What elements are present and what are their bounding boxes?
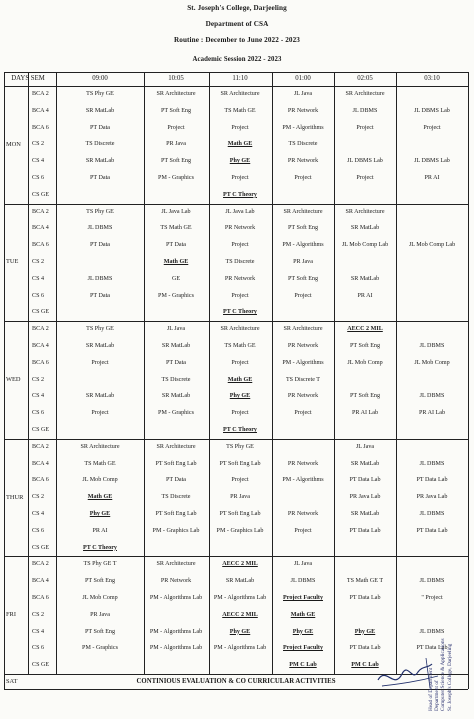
timetable-cell: Project (231, 242, 249, 249)
grid-line (144, 72, 145, 674)
timetable-cell: Project (356, 175, 374, 181)
timetable-cell: PR AI Lab (418, 410, 446, 417)
column-header-time: 11:10 (232, 75, 248, 82)
semester-label: BCA 6 (32, 359, 49, 366)
timetable-cell: PR Java (166, 141, 186, 148)
timetable-cell: PR AI (92, 527, 108, 534)
timetable-cell: PR Network (224, 275, 256, 282)
timetable-cell: JL DBMS (87, 225, 113, 232)
timetable-cell: PR Java (293, 259, 313, 265)
timetable-cell: PT Soft Eng (160, 107, 192, 114)
timetable-cell: TS Discrete (161, 494, 191, 501)
timetable-cell: PM - Algorithms Lab (149, 595, 203, 601)
timetable-cell: SR Architecture (156, 443, 196, 450)
signature (372, 646, 442, 694)
timetable-cell: PT Data (89, 292, 111, 299)
grid-line (4, 72, 5, 689)
timetable-cell: PT Soft Eng Lab (219, 460, 261, 467)
timetable-cell: Project (231, 292, 249, 299)
college-name: St. Joseph's College, Darjeeling (187, 4, 287, 12)
timetable-cell: PR Java (90, 611, 110, 618)
timetable-cell: TS Phy GE (86, 91, 114, 97)
timetable-cell: PT C Theory (83, 544, 117, 551)
column-header-time: 02:05 (357, 75, 373, 82)
semester-label: CS 6 (32, 645, 45, 652)
timetable-cell: SR Architecture (156, 91, 196, 97)
timetable-cell: " Project (421, 595, 443, 601)
timetable-cell: PT Data Lab (349, 595, 381, 601)
timetable-cell: Phy GE (292, 628, 314, 635)
timetable-cell: Project (294, 410, 312, 417)
timetable-cell: JL Java Lab (225, 208, 255, 215)
semester-label: CS GE (32, 427, 50, 433)
timetable-cell: JL DBMS Lab (347, 158, 383, 165)
timetable-cell: PR AI Lab (351, 410, 379, 417)
semester-label: CS 6 (32, 410, 45, 417)
semester-label: BCA 4 (32, 343, 49, 349)
timetable-cell: JL DBMS (419, 628, 445, 635)
timetable-cell: SR MatLab (85, 393, 115, 400)
timetable-cell: PT Soft Eng (349, 393, 381, 400)
timetable-cell: PR Network (287, 511, 319, 517)
timetable-cell: Phy GE (89, 511, 111, 517)
column-header-time: 09:00 (92, 75, 108, 82)
semester-label: CS 2 (32, 611, 45, 618)
timetable-cell: PR Network (160, 578, 192, 585)
timetable-cell: PT Soft Eng (84, 578, 116, 585)
timetable-cell: TS Discrete T (285, 376, 321, 383)
day-label: WED (6, 376, 21, 383)
timetable-cell: PR Network (224, 225, 256, 232)
timetable-cell: PT Data (89, 175, 111, 181)
timetable-cell: Math GE (227, 376, 253, 383)
grid-line (209, 72, 210, 674)
timetable-cell: TS Math GE (224, 343, 256, 349)
timetable-cell: SR MatLab (350, 275, 380, 282)
semester-label: CS GE (32, 662, 50, 669)
semester-label: BCA 6 (32, 477, 49, 484)
timetable-cell: JL Mob Comp (82, 595, 118, 601)
timetable-cell: JL DBMS (87, 275, 113, 282)
saturday-activities: CONTINIOUS EVALUATION & CO CURRICULAR ACTIVITIES (136, 678, 336, 685)
timetable-cell: Math GE (227, 141, 253, 148)
timetable-cell: SR MatLab (161, 343, 191, 349)
timetable-cell: PT Data Lab (349, 527, 381, 534)
semester-label: CS 6 (32, 292, 45, 299)
grid-line (4, 204, 468, 205)
timetable-cell: PR Network (287, 107, 319, 114)
timetable-cell: PM - Graphics (158, 410, 194, 417)
semester-label: CS 4 (32, 511, 45, 517)
grid-line (4, 439, 468, 440)
timetable-cell: Project (91, 359, 109, 366)
timetable-cell: Project (423, 124, 441, 131)
timetable-cell: PR Java Lab (349, 494, 381, 501)
semester-label: BCA 4 (32, 107, 49, 114)
timetable-cell: PT Data (165, 242, 187, 249)
semester-label: CS GE (32, 309, 50, 316)
grid-line (334, 72, 335, 674)
semester-label: CS GE (32, 191, 50, 198)
timetable-cell: PT Soft Eng Lab (219, 511, 261, 517)
semester-label: BCA 6 (32, 124, 49, 131)
timetable-cell: PM - Graphics Lab (216, 527, 264, 534)
timetable-cell: PT Data Lab (416, 645, 448, 652)
timetable-cell: PT Data (165, 359, 187, 366)
timetable-cell: TS Math GE (84, 460, 116, 467)
timetable-cell: PR Network (287, 343, 319, 349)
timetable-cell: Phy GE (229, 628, 251, 635)
day-label: THUR (6, 493, 24, 501)
timetable-cell: PM - Algorithms (282, 477, 324, 484)
timetable-cell: TS Discrete (161, 376, 191, 383)
timetable-cell: TS Phy GE (86, 326, 114, 333)
stamp-line: St. Joseph's College, Darjeeling (446, 643, 453, 711)
timetable-cell: JL DBMS (419, 578, 445, 585)
timetable-cell: PR Java Lab (416, 494, 448, 501)
timetable-cell: Phy GE (229, 158, 251, 165)
timetable-cell: TS Phy GE T (83, 561, 117, 568)
timetable-cell: SR MatLab (85, 158, 115, 165)
timetable-cell: JL Java Lab (161, 208, 191, 215)
session-title: Academic Session 2022 - 2023 (192, 56, 282, 63)
semester-label: BCA 2 (32, 561, 49, 568)
timetable-cell: PT C Theory (223, 309, 257, 316)
semester-label: BCA 2 (32, 91, 49, 97)
timetable-cell: SR MatLab (350, 225, 380, 232)
semester-label: BCA 6 (32, 242, 49, 249)
timetable-cell: PM C Lab (289, 662, 317, 669)
timetable-cell: SR Architecture (220, 91, 260, 97)
timetable-grid (4, 72, 468, 691)
timetable-cell: PM - Algorithms Lab (149, 628, 203, 635)
semester-label: CS 4 (32, 393, 45, 400)
grid-line (28, 72, 29, 674)
timetable-cell: Project Faculty (283, 595, 323, 601)
timetable-cell: Project (231, 175, 249, 181)
timetable-cell: Phy GE (354, 628, 376, 635)
timetable-cell: JL Mob Comp (82, 477, 118, 484)
grid-line (396, 72, 397, 674)
timetable-cell: JL Java (166, 326, 186, 333)
timetable-cell: JL Mob Comp (347, 359, 383, 366)
semester-label: CS 6 (32, 175, 45, 181)
timetable-cell: JL Java (293, 561, 313, 568)
timetable-cell: PT Data (89, 242, 111, 249)
semester-label: CS 2 (32, 141, 45, 148)
timetable-cell: PM - Algorithms Lab (149, 645, 203, 652)
timetable-cell: PT C Theory (223, 427, 257, 433)
timetable-cell: Project (356, 124, 374, 131)
timetable-cell: TS Discrete (288, 141, 318, 148)
timetable-cell: PM - Graphics Lab (152, 527, 200, 534)
timetable-cell: TS Math GE T (346, 578, 384, 585)
timetable-cell: SR Architecture (345, 91, 385, 97)
grid-line (4, 72, 468, 73)
timetable-cell: JL DBMS (352, 107, 378, 114)
timetable-cell: PR Network (287, 393, 319, 400)
semester-label: BCA 4 (32, 225, 49, 232)
timetable-cell: TS Phy GE (226, 443, 254, 450)
timetable-cell: PT Soft Eng Lab (155, 511, 197, 517)
timetable-cell: TS Discrete (225, 259, 255, 265)
timetable-cell: PR Network (287, 158, 319, 165)
timetable-cell: SR Architecture (345, 208, 385, 215)
semester-label: BCA 2 (32, 326, 49, 333)
semester-label: CS 4 (32, 628, 45, 635)
timetable-cell: PT Data Lab (349, 477, 381, 484)
timetable-cell: PM - Algorithms (282, 124, 324, 131)
timetable-cell: SR MatLab (225, 578, 255, 585)
timetable-cell: PM - Graphics (158, 175, 194, 181)
timetable-cell: AECC 2 MIL (222, 611, 258, 618)
timetable-cell: SR MatLab (85, 107, 115, 114)
timetable-cell: AECC 2 MIL (347, 326, 383, 333)
timetable-cell: PR Network (287, 460, 319, 467)
timetable-cell: JL Mob Comp Lab (341, 242, 389, 249)
timetable-cell: JL Java (293, 91, 313, 97)
timetable-cell: Project (167, 124, 185, 131)
semester-label: BCA 4 (32, 460, 49, 467)
timetable-cell: PR AI (357, 292, 373, 299)
timetable-cell: TS Phy GE (86, 208, 114, 215)
semester-label: CS 4 (32, 275, 45, 282)
timetable-cell: JL DBMS (419, 343, 445, 349)
grid-line (4, 86, 468, 87)
semester-label: CS 2 (32, 259, 45, 265)
timetable-cell: PT C Theory (223, 191, 257, 198)
timetable-cell: JL Mob Comp (414, 359, 450, 366)
routine-title: Routine : December to June 2022 - 2023 (173, 36, 301, 44)
grid-line (468, 72, 469, 689)
timetable-cell: PT Soft Eng (287, 225, 319, 232)
timetable-cell: PR Java (230, 494, 250, 501)
timetable-cell: GE (171, 275, 181, 282)
timetable-cell: PT Soft Eng (160, 158, 192, 165)
timetable-cell: SR MatLab (350, 460, 380, 467)
timetable-cell: PM - Algorithms Lab (213, 645, 267, 652)
timetable-cell: PM - Graphics (158, 292, 194, 299)
grid-line (56, 72, 57, 674)
semester-label: CS 4 (32, 158, 45, 165)
timetable-cell: JL DBMS (290, 578, 316, 585)
timetable-cell: SR Architecture (220, 326, 260, 333)
timetable-cell: JL DBMS (419, 460, 445, 467)
timetable-cell: PM - Graphics (82, 645, 118, 652)
day-label: MON (6, 140, 21, 148)
timetable-cell: Project (294, 292, 312, 299)
day-label-sat: SAT (6, 678, 18, 685)
timetable-cell: Project Faculty (283, 645, 323, 652)
timetable-cell: Math GE (163, 259, 189, 265)
semester-label: BCA 6 (32, 595, 49, 601)
timetable-cell: Project (294, 527, 312, 534)
column-header-time: 03:10 (424, 75, 440, 82)
timetable-cell: PT Data (165, 477, 187, 484)
timetable-cell: Phy GE (229, 393, 251, 400)
timetable-cell: PM - Algorithms (282, 242, 324, 249)
timetable-cell: SR Architecture (80, 443, 120, 450)
timetable-cell: Project (91, 410, 109, 417)
stamp-line: Head of Department (428, 667, 434, 711)
timetable-cell: Project (294, 175, 312, 181)
timetable-cell: TS Math GE (224, 107, 256, 114)
semester-label: BCA 2 (32, 443, 49, 450)
timetable-cell: Project (231, 124, 249, 131)
timetable-cell: PM - Algorithms Lab (213, 595, 267, 601)
timetable-cell: JL DBMS Lab (414, 107, 450, 114)
timetable-cell: PM - Algorithms (282, 359, 324, 366)
semester-label: BCA 2 (32, 208, 49, 215)
grid-line (4, 321, 468, 322)
timetable-cell: TS Discrete (85, 141, 115, 148)
semester-label: CS 6 (32, 527, 45, 534)
timetable-cell: Math GE (87, 494, 113, 501)
timetable-cell: Math GE (290, 611, 316, 618)
day-label: TUE (6, 258, 19, 266)
timetable-cell: Project (231, 410, 249, 417)
timetable-cell: Project (231, 359, 249, 366)
column-header-time: 01:00 (295, 75, 311, 82)
semester-label: BCA 4 (32, 578, 49, 585)
grid-line (4, 556, 468, 557)
timetable-cell: PT Soft Eng (349, 343, 381, 349)
column-header-days-sem: DAYS SEM (11, 75, 45, 82)
timetable-cell: SR MatLab (161, 393, 191, 400)
timetable-cell: SR MatLab (85, 343, 115, 349)
grid-line (272, 72, 273, 674)
column-header-time: 10:05 (168, 75, 184, 82)
timetable-cell: JL DBMS Lab (414, 158, 450, 165)
semester-label: CS GE (32, 544, 50, 551)
timetable-cell: PR AI (424, 175, 440, 181)
semester-label: CS 2 (32, 376, 45, 383)
timetable-cell: PT Data (89, 124, 111, 131)
day-label: FRI (6, 611, 16, 619)
timetable-cell: PT Soft Eng (287, 275, 319, 282)
timetable-cell: PT Soft Eng (84, 628, 116, 635)
timetable-cell: PT Data Lab (416, 527, 448, 534)
timetable-cell: SR Architecture (156, 561, 196, 568)
timetable-cell: PT Data Lab (416, 477, 448, 484)
timetable-cell: PT Data Lab (349, 645, 381, 652)
timetable-cell: JL Mob Comp Lab (408, 242, 456, 249)
timetable-cell: AECC 2 MIL (222, 561, 258, 568)
timetable-cell: SR Architecture (283, 208, 323, 215)
timetable-cell: JL DBMS (419, 511, 445, 517)
semester-label: CS 2 (32, 494, 45, 501)
timetable-cell: JL DBMS (419, 393, 445, 400)
timetable-cell: Project (231, 477, 249, 484)
stamp-line: Department of (434, 680, 441, 711)
timetable-cell: PM C Lab (351, 662, 379, 669)
timetable-cell: SR Architecture (283, 326, 323, 333)
timetable-cell: JL Java (355, 443, 375, 450)
department-name: Department of CSA (205, 20, 269, 28)
timetable-cell: SR MatLab (350, 511, 380, 517)
timetable-cell: PT Soft Eng Lab (155, 460, 197, 467)
stamp-line: Computer Science & Applications (440, 638, 447, 711)
timetable-cell: TS Math GE (160, 225, 192, 232)
